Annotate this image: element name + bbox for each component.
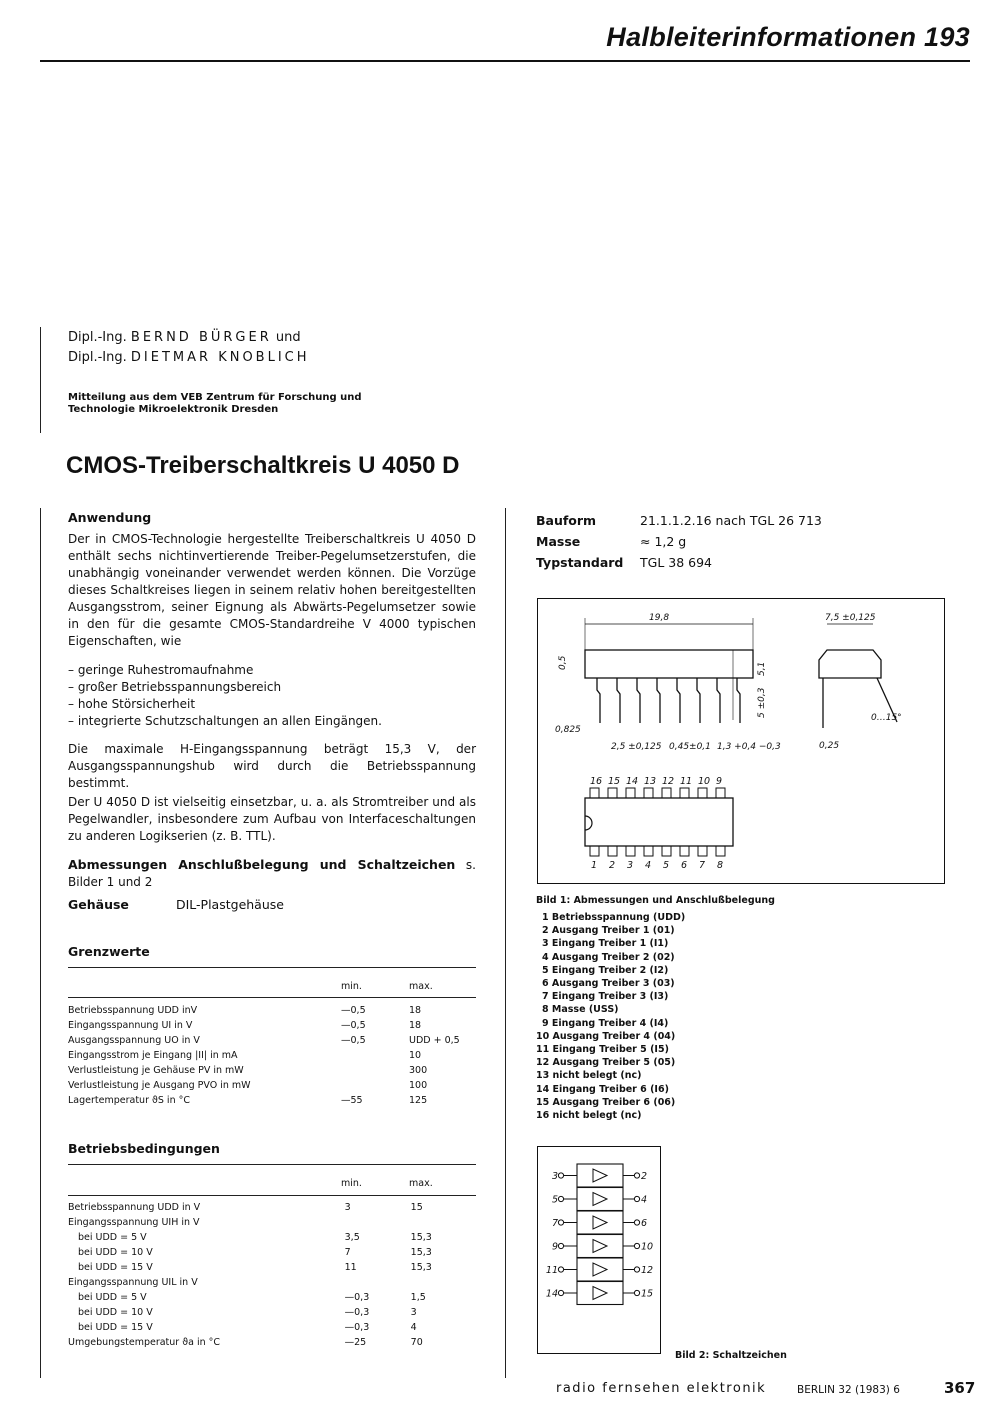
column-rule [505, 508, 506, 1378]
package-pin [617, 678, 620, 723]
gehaeuse-value: DIL-Plastgehäuse [175, 897, 284, 912]
spec-value: ≈ 1,2 g [640, 534, 687, 549]
pin-number-label: 2 [609, 860, 616, 871]
dim-height-label: 5,1 [757, 661, 767, 676]
pin-number-label: 11 [680, 776, 693, 787]
table-rule [68, 967, 476, 968]
row-label: Eingangsspannung UIH in V [68, 1217, 200, 1228]
pinout-item: 2 Ausgang Treiber 1 (01) [542, 925, 675, 937]
row-max: 15,3 [410, 1232, 432, 1243]
pin-number-label: 12 [662, 776, 675, 787]
authors [68, 328, 310, 368]
row-min: —0,5 [341, 1035, 366, 1046]
pinout-item: 1 Betriebsspannung (UDD) [542, 912, 686, 923]
paragraph: Die maximale H-Eingangsspannung beträgt 15,3 V, der Ausgangsspannungshub wird durch die Betriebsspannung bestimmt. [68, 742, 476, 790]
dim-lead-label: 0,25 [819, 741, 840, 751]
package-pin [717, 678, 720, 723]
pinout-item: 7 Eingang Treiber 3 (I3) [542, 991, 669, 1003]
pin-pad [680, 846, 689, 856]
table-row [68, 1035, 476, 1050]
pinout-item: 13 nicht belegt (nc) [536, 1070, 642, 1082]
table-row [68, 1095, 476, 1110]
pinout-list [536, 911, 685, 1122]
column-rule [40, 508, 41, 1378]
pin-pad [590, 788, 599, 798]
row-label: Eingangsspannung UI in V [68, 1020, 193, 1031]
table-row [68, 1307, 476, 1322]
row-min: —25 [344, 1337, 367, 1348]
section-heading-grenzwerte: Grenzwerte [68, 944, 150, 959]
pin-number-label: 1 [591, 860, 598, 871]
dim-offset-label: 0,825 [555, 725, 581, 735]
row-max: 15,3 [410, 1247, 432, 1258]
feature-list [68, 662, 382, 730]
list-item: – integrierte Schutzschaltungen an allen Eingängen. [68, 714, 382, 728]
pin-number-label: 14 [626, 776, 639, 787]
row-min: 3,5 [344, 1232, 360, 1243]
row-label: bei UDD = 10 V [78, 1307, 153, 1318]
pin-pad [680, 788, 689, 798]
article-title: CMOS-Treiberschaltkreis U 4050 D [66, 452, 460, 479]
pinout-item: 12 Ausgang Treiber 5 (05) [536, 1057, 676, 1069]
page-number: 367 [944, 1379, 976, 1397]
column-header-min: min. [341, 981, 362, 992]
abmessungen-label: Abmessungen Anschlußbelegung und Schaltzeichen [68, 857, 456, 872]
pinout-item: 5 Eingang Treiber 2 (I2) [542, 964, 669, 976]
author-suffix: und [275, 330, 301, 345]
row-label: bei UDD = 5 V [78, 1232, 147, 1243]
row-max: 3 [410, 1307, 417, 1318]
row-max: 4 [410, 1322, 417, 1333]
gate-input-pin: 3 [551, 1171, 558, 1182]
buffer-gate [552, 1164, 647, 1187]
row-label: bei UDD = 15 V [78, 1322, 153, 1333]
dim-width-label: 7,5 ±0,125 [825, 613, 876, 623]
table-row [68, 1202, 476, 1217]
row-label: Eingangsspannung UIL in V [68, 1277, 198, 1288]
dim-standoff-label: 0,5 [558, 655, 568, 670]
spec-key: Typstandard [536, 555, 624, 570]
row-min: —0,5 [341, 1020, 366, 1031]
table-rule [68, 1164, 476, 1165]
pin-pad [716, 788, 725, 798]
spec-row [536, 531, 822, 552]
pinout-item: 8 Masse (USS) [542, 1004, 619, 1016]
row-min: —0,3 [344, 1322, 370, 1333]
gehaeuse-line [68, 897, 284, 912]
author-line [68, 328, 310, 348]
pinout-item: 6 Ausgang Treiber 3 (03) [542, 978, 675, 990]
gate-output-pin: 12 [641, 1265, 654, 1276]
dim-lead-length-label: 5 ±0,3 [757, 687, 767, 718]
row-label: bei UDD = 10 V [78, 1247, 153, 1258]
spec-value: 21.1.1.2.16 nach TGL 26 713 [640, 513, 822, 528]
row-max [411, 1217, 476, 1232]
logic-symbol [537, 1146, 661, 1354]
paragraph: Der U 4050 D ist vielseitig einsetzbar, u. a. als Stromtreiber und als Pegelwandler, insbesondere zum Aufbau von Interfaceschaltungen zu anderen Logikserien (z. B. TTL). [68, 795, 476, 843]
pinout-item: 14 Eingang Treiber 6 (I6) [536, 1083, 669, 1095]
table-rule [68, 997, 476, 998]
pinout-item: 3 Eingang Treiber 1 (I1) [542, 938, 669, 950]
table-row [68, 1247, 476, 1262]
pin-number-label: 16 [590, 776, 603, 787]
dim-pin-tol-label: 1,3 +0,4 −0,3 [717, 742, 781, 752]
row-max: 18 [409, 1020, 422, 1031]
pin-number-label: 9 [716, 776, 723, 787]
abmessungen-note [68, 856, 476, 891]
table-row [68, 1020, 476, 1035]
row-min: 11 [344, 1262, 357, 1273]
dim-angle-label: 0…15° [871, 713, 902, 723]
column-rule [40, 327, 41, 433]
buffer-gate [546, 1258, 653, 1281]
pin-pad [698, 788, 707, 798]
row-max: 15 [410, 1202, 423, 1213]
gate-output-pin: 10 [641, 1241, 654, 1253]
column-header-max: max. [409, 981, 433, 992]
row-min: —55 [341, 1095, 363, 1106]
table-rule [68, 1195, 476, 1196]
pin-pad [662, 846, 671, 856]
pin-pad [662, 788, 671, 798]
package-pin [697, 678, 700, 723]
gate-input-pin: 7 [551, 1218, 558, 1229]
package-pin [737, 678, 740, 723]
figure-2-caption: Bild 2: Schaltzeichen [675, 1350, 787, 1361]
column-header-max: max. [409, 1178, 433, 1189]
row-label: bei UDD = 5 V [78, 1292, 147, 1303]
pin-number-label: 5 [663, 860, 670, 871]
pin-pad [626, 846, 635, 856]
row-max: 300 [409, 1065, 428, 1076]
list-item: – geringe Ruhestromaufnahme [68, 663, 254, 677]
table-row [68, 1337, 476, 1352]
row-label: Ausgangsspannung UO in V [68, 1035, 200, 1046]
column-header-min: min. [341, 1178, 362, 1189]
pin-number-label: 7 [699, 860, 706, 871]
gate-output-pin: 6 [641, 1218, 648, 1229]
table-row [68, 1322, 476, 1337]
spec-row [536, 510, 822, 531]
row-max: 1,5 [410, 1292, 426, 1303]
row-label: Betriebsspannung UDD inV [68, 1005, 198, 1016]
gate-input-pin: 9 [551, 1241, 558, 1253]
section-heading-anwendung: Anwendung [68, 510, 152, 525]
pin-pad [644, 788, 653, 798]
pinout-item: 15 Ausgang Treiber 6 (06) [536, 1096, 676, 1108]
pin-pad [608, 846, 617, 856]
pinout-item: 11 Eingang Treiber 5 (I5) [536, 1044, 669, 1056]
package-pin [637, 678, 640, 723]
dim-pitch-label: 2,5 ±0,125 [611, 742, 662, 752]
page-header-title: Halbleiterinformationen 193 [606, 22, 970, 52]
package-pin [657, 678, 660, 723]
author-line [68, 348, 310, 368]
section-heading-betrieb: Betriebsbedingungen [68, 1141, 220, 1156]
row-label: Eingangsstrom je Eingang |II| in mA [68, 1050, 238, 1061]
row-max: 100 [409, 1080, 428, 1091]
pinout-item: 4 Ausgang Treiber 2 (02) [542, 951, 675, 963]
footer-issue: BERLIN 32 (1983) 6 [797, 1384, 900, 1396]
author-name: DIETMAR KNOBLICH [130, 350, 310, 365]
buffer-gate [546, 1282, 653, 1305]
affiliation-line: Technologie Mikroelektronik Dresden [68, 404, 279, 415]
dim-length-label: 19,8 [649, 613, 670, 623]
row-min: 7 [344, 1247, 351, 1258]
spec-block [536, 510, 822, 573]
pin-pad [644, 846, 653, 856]
row-label: Lagertemperatur ϑS in °C [68, 1095, 190, 1106]
table-row [68, 1232, 476, 1247]
header-rule [40, 60, 970, 62]
betrieb-table [68, 1202, 476, 1352]
row-min: —0,3 [344, 1292, 370, 1303]
table-row [68, 1005, 476, 1020]
pin-number-label: 15 [608, 776, 621, 787]
package-pin [677, 678, 680, 723]
row-label: Verlustleistung je Gehäuse PV in mW [68, 1065, 244, 1076]
list-item: – großer Betriebsspannungsbereich [68, 680, 282, 694]
author-prefix: Dipl.-Ing. [68, 330, 127, 345]
pinout-item: 16 nicht belegt (nc) [536, 1110, 642, 1122]
affiliation [68, 392, 362, 416]
table-row [68, 1065, 476, 1080]
package-pin [597, 678, 600, 723]
abmessungen-ref: s. Bilder 1 und 2 [68, 858, 476, 889]
buffer-gate [552, 1235, 653, 1258]
pin-pad [698, 846, 707, 856]
pin-pad [608, 788, 617, 798]
pin-number-label: 3 [627, 860, 634, 871]
table-row [68, 1080, 476, 1095]
pinout-item: 10 Ausgang Treiber 4 (04) [536, 1030, 676, 1042]
row-min: —0,5 [341, 1005, 366, 1016]
row-label: bei UDD = 15 V [78, 1262, 153, 1273]
table-row [68, 1277, 476, 1292]
author-name: BERND BÜRGER [130, 330, 272, 345]
pin-number-label: 6 [681, 860, 688, 871]
gate-input-pin: 5 [551, 1194, 558, 1206]
row-max: 70 [410, 1337, 423, 1348]
row-max: 18 [409, 1005, 422, 1016]
buffer-gate [552, 1211, 647, 1234]
gate-input-pin: 14 [545, 1288, 558, 1300]
pin-pad [590, 846, 599, 856]
gehaeuse-label: Gehäuse [68, 897, 129, 912]
buffer-gate [552, 1188, 647, 1211]
table-row [68, 1292, 476, 1307]
spec-key: Bauform [536, 513, 597, 528]
row-max: 15,3 [410, 1262, 432, 1273]
row-min: —0,3 [344, 1307, 370, 1318]
gate-output-pin: 2 [641, 1171, 648, 1182]
row-label: Verlustleistung je Ausgang PVO in mW [68, 1080, 251, 1091]
list-item: – hohe Störsicherheit [68, 697, 196, 711]
row-min [345, 1217, 411, 1232]
grenzwerte-table [68, 1005, 476, 1110]
pinout-item: 9 Eingang Treiber 4 (I4) [542, 1017, 669, 1029]
pin-pad [716, 846, 725, 856]
spec-row [536, 552, 822, 573]
row-max [411, 1277, 476, 1292]
spec-value: TGL 38 694 [640, 555, 712, 570]
gate-input-pin: 11 [545, 1265, 558, 1276]
affiliation-line: Mitteilung aus dem VEB Zentrum für Forschung und [68, 392, 362, 403]
pin-number-label: 13 [644, 776, 657, 787]
table-row [68, 1050, 476, 1065]
footer-journal: radio fernsehen elektronik [556, 1381, 767, 1396]
dimension-drawing [537, 598, 945, 884]
spec-key: Masse [536, 534, 581, 549]
row-label: Betriebsspannung UDD in V [68, 1202, 201, 1213]
gate-output-pin: 15 [641, 1288, 654, 1300]
author-prefix: Dipl.-Ing. [68, 350, 127, 365]
table-row [68, 1217, 476, 1232]
figure-1-caption: Bild 1: Abmessungen und Anschlußbelegung [536, 895, 775, 906]
row-min: 3 [344, 1202, 351, 1213]
row-min [345, 1277, 411, 1292]
paragraph: Der in CMOS-Technologie hergestellte Treiberschaltkreis U 4050 D enthält sechs nichtinvertierende Treiber-Pegelumsetzerstufen, die unabhängig voneinander verwendet werden können. Die Vorzüge dieses Schaltkreises liegen in seinem relativ hohen bereitgestellten Ausgangsstrom, seiner Eignung als Abwärts-Pegelumsetzer sowie in den für die gesamte CMOS-Standardreihe V 4000 typischen Eigenschaften, wie [68, 532, 476, 648]
row-min [341, 1050, 409, 1065]
row-label: Umgebungstemperatur ϑa in °C [68, 1337, 221, 1348]
row-max: UDD + 0,5 [409, 1035, 460, 1046]
pin-number-label: 4 [645, 860, 652, 871]
row-min [341, 1080, 409, 1095]
pin-number-label: 10 [698, 776, 711, 787]
row-max: 10 [409, 1050, 422, 1061]
dim-pin-width-label: 0,45±0,1 [669, 742, 711, 752]
pin-number-label: 8 [717, 860, 724, 871]
pin-pad [626, 788, 635, 798]
row-max: 125 [409, 1095, 428, 1106]
gate-output-pin: 4 [641, 1194, 648, 1206]
row-min [341, 1065, 409, 1080]
table-row [68, 1262, 476, 1277]
